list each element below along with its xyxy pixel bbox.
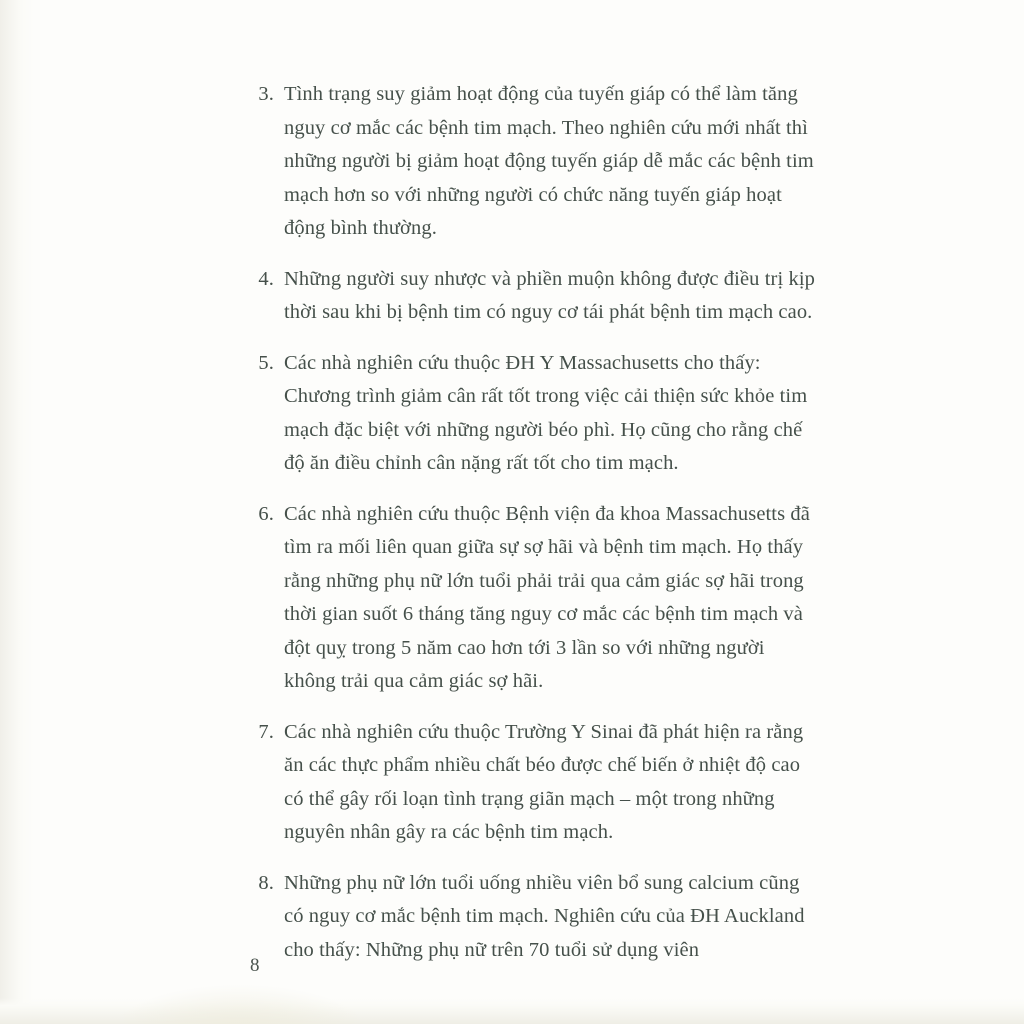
list-item-text: Các nhà nghiên cứu thuộc Bệnh viện đa khoa Massachusetts đã tìm ra mối liên quan giữa sự sợ hãi và bệnh tim mạch. Họ thấy rằng những phụ nữ lớn tuổi phải trải qua cảm giác sợ hãi trong thời gian suốt 6 tháng tăng nguy cơ mắc các bệnh tim mạch và đột quỵ trong 5 năm cao hơn tới 3 lần so với những người không trải qua cảm giác sợ hãi. (284, 502, 810, 692)
list-item (248, 498, 818, 699)
page-edge-shading-corner (110, 984, 370, 1024)
list-item (248, 263, 818, 330)
list-item-marker: 5. (258, 351, 274, 374)
list-item-text: Những người suy nhược và phiền muộn không được điều trị kịp thời sau khi bị bệnh tim có nguy cơ tái phát bệnh tim mạch cao. (284, 267, 815, 323)
list-item-marker: 6. (258, 502, 274, 525)
numbered-list (248, 78, 818, 967)
list-item (248, 867, 818, 968)
list-item-marker: 8. (258, 871, 274, 894)
list-item-marker: 3. (258, 83, 274, 105)
list-item (248, 716, 818, 850)
list-item-text: Những phụ nữ lớn tuổi uống nhiều viên bổ sung calcium cũng có nguy cơ mắc bệnh tim mạch. Nghiên cứu của ĐH Auckland cho thấy: Những phụ nữ trên 70 tuổi sử dụng viên (284, 871, 805, 961)
page-body (248, 78, 818, 984)
list-item-marker: 7. (258, 720, 274, 743)
list-item-marker: 4. (258, 267, 274, 290)
list-item-text: Các nhà nghiên cứu thuộc ĐH Y Massachusetts cho thấy: Chương trình giảm cân rất tốt trong việc cải thiện sức khỏe tim mạch đặc biệt với những người béo phì. Họ cũng cho rằng chế độ ăn điều chỉnh cân nặng rất tốt cho tim mạch. (284, 351, 808, 474)
list-item-text: Tình trạng suy giảm hoạt động của tuyến giáp có thể làm tăng nguy cơ mắc các bệnh tim mạch. Theo nghiên cứu mới nhất thì những người bị giảm hoạt động tuyến giáp dễ mắc các bệnh tim mạch hơn so với những người có chức năng tuyến giáp hoạt động bình thường. (284, 83, 814, 239)
list-item (248, 78, 818, 246)
page-number: 8 (250, 955, 260, 976)
list-item (248, 347, 818, 481)
list-item-text: Các nhà nghiên cứu thuộc Trường Y Sinai đã phát hiện ra rằng ăn các thực phẩm nhiều chất béo được chế biến ở nhiệt độ cao có thể gây rối loạn tình trạng giãn mạch – một trong những nguyên nhân gây ra các bệnh tim mạch. (284, 720, 804, 843)
page-edge-shading-left (0, 0, 34, 1024)
